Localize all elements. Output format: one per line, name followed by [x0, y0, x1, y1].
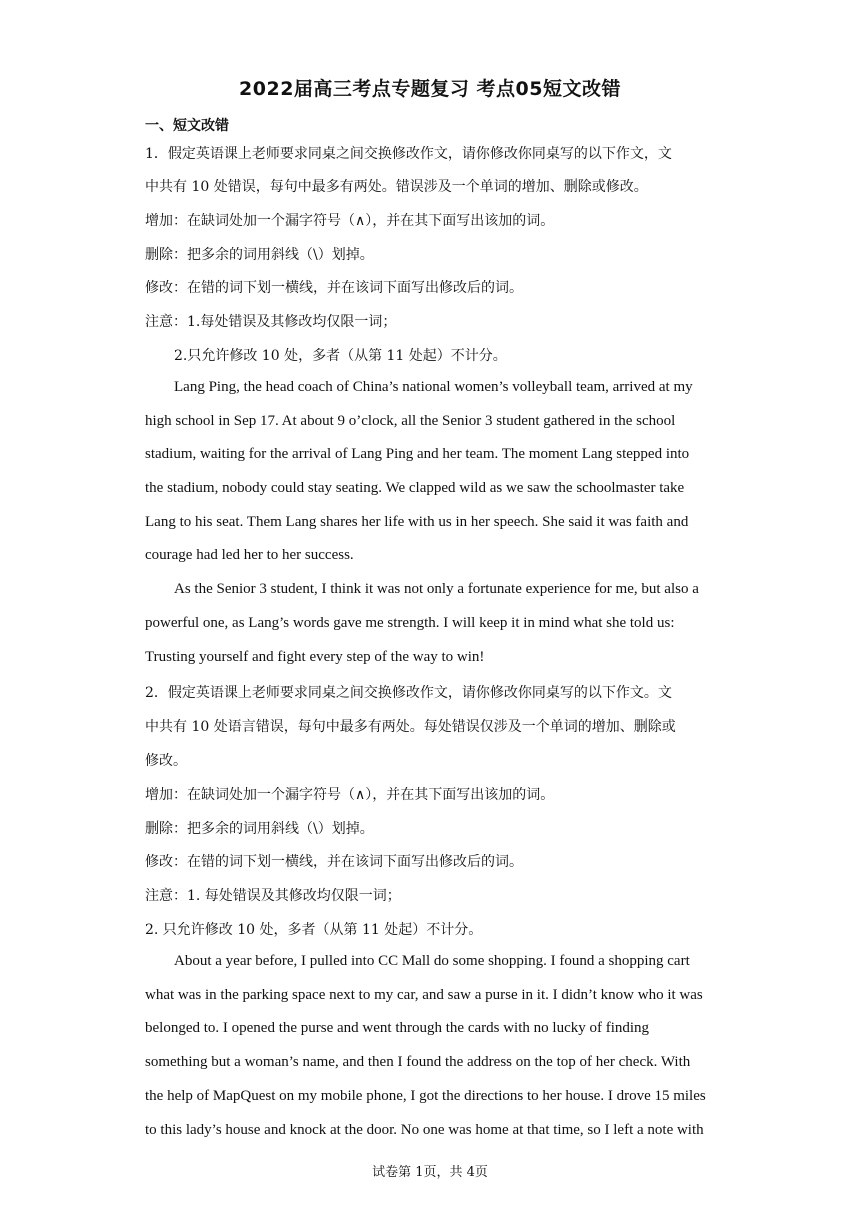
q2-note: 2. 只允许修改 10 处，多者（从第 11 处起）不计分。 — [145, 922, 483, 938]
q2-add-rule: 增加：在缺词处加一个漏字符号（∧），并在其下面写出该加的词。 — [145, 787, 555, 803]
q1-passage-line: courage had led her to her success. — [145, 547, 354, 563]
q2-passage-line: the help of MapQuest on my mobile phone, I got the directions to her house. I drove 15 miles — [145, 1088, 706, 1104]
q1-passage-line: high school in Sep 17. At about 9 o’clock, all the Senior 3 student gathered in the school — [145, 413, 676, 429]
q1-prompt-line: 1．假定英语课上老师要求同桌之间交换修改作文，请你修改你同桌写的以下作文，文 — [145, 146, 672, 162]
q2-note: 注意：1. 每处错误及其修改均仅限一词； — [145, 888, 401, 904]
q1-passage-line: stadium, waiting for the arrival of Lang Ping and her team. The moment Lang stepped into — [145, 446, 690, 462]
q1-delete-rule: 删除：把多余的词用斜线（\）划掉。 — [145, 247, 374, 263]
q2-prompt-line: 修改。 — [145, 753, 187, 769]
q1-modify-rule: 修改：在错的词下划一横线，并在该词下面写出修改后的词。 — [145, 280, 523, 296]
q2-passage-line: something but a woman’s name, and then I found the address on the top of her check. With — [145, 1054, 691, 1070]
q1-passage-line: As the Senior 3 student, I think it was not only a fortunate experience for me, but also a — [174, 581, 699, 597]
q2-prompt-line: 2．假定英语课上老师要求同桌之间交换修改作文，请你修改你同桌写的以下作文。文 — [145, 685, 672, 701]
q2-prompt-line: 中共有 10 处语言错误，每句中最多有两处。每处错误仅涉及一个单词的增加、删除或 — [145, 719, 676, 735]
page-footer: 试卷第 1页，共 4页 — [372, 1165, 488, 1180]
section-heading: 一、短文改错 — [145, 118, 229, 134]
q2-passage-line: to this lady’s house and knock at the door. No one was home at that time, so I left a note with — [145, 1122, 704, 1138]
q2-passage-line: what was in the parking space next to my car, and saw a purse in it. I didn’t know who it was — [145, 987, 703, 1003]
q1-note: 2.只允许修改 10 处，多者（从第 11 处起）不计分。 — [174, 348, 507, 364]
q1-passage-line: the stadium, nobody could stay seating. We clapped wild as we saw the schoolmaster take — [145, 480, 685, 496]
q2-modify-rule: 修改：在错的词下划一横线，并在该词下面写出修改后的词。 — [145, 854, 523, 870]
q1-passage-line: powerful one, as Lang’s words gave me strength. I will keep it in mind what she told us: — [145, 615, 675, 631]
q1-prompt-line: 中共有 10 处错误，每句中最多有两处。错误涉及一个单词的增加、删除或修改。 — [145, 179, 648, 195]
q1-passage-line: Trusting yourself and fight every step of the way to win! — [145, 649, 485, 665]
q1-add-rule: 增加：在缺词处加一个漏字符号（∧），并在其下面写出该加的词。 — [145, 213, 555, 229]
q2-passage-line: About a year before, I pulled into CC Mall do some shopping. I found a shopping cart — [174, 953, 690, 969]
q1-note: 注意：1.每处错误及其修改均仅限一词； — [145, 314, 397, 330]
q1-passage-line: Lang Ping, the head coach of China’s national women’s volleyball team, arrived at my — [174, 379, 693, 395]
q2-passage-line: belonged to. I opened the purse and went through the cards with no lucky of finding — [145, 1020, 650, 1036]
page-title: 2022届高三考点专题复习 考点05短文改错 — [239, 78, 621, 100]
q2-delete-rule: 删除：把多余的词用斜线（\）划掉。 — [145, 821, 374, 837]
q1-passage-line: Lang to his seat. Them Lang shares her life with us in her speech. She said it was faith and — [145, 514, 689, 530]
